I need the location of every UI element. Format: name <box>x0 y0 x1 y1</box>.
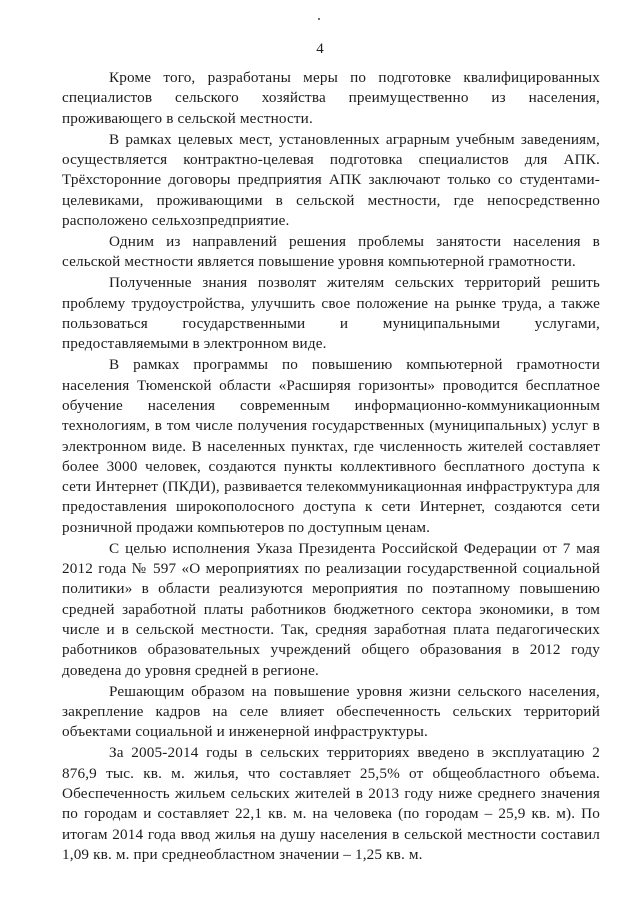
paragraph-computer-literacy: Одним из направлений решения проблемы занятости населения в сельской местности является повышение уровня компьютерной грамотности. <box>62 232 600 271</box>
paragraph-qualified-specialists: Кроме того, разработаны меры по подготовке квалифицированных специалистов сельского хозяйства преимущественно из населения, проживающего в сельской местности. <box>62 69 600 127</box>
paragraph-targeted-training: В рамках целевых мест, установленных аграрным учебным заведениям, осуществляется контрактно-целевая подготовка специалистов для АПК. Трёхсторонние договоры предприятия АПК заключают только со студентами-целевиками, проживающими в сельской местности, где непосредственно расположено сельхозпредприятие. <box>62 130 600 229</box>
paragraph-expanding-horizons: В рамках программы по повышению компьютерной грамотности населения Тюменской области «Расширяя горизонты» проводится бесплатное обучение населения современным информационно-коммуникационным технологиям, в том числе получения государственных (муниципальных) услуг в электронном виде. В населенных пунктах, где численность жителей составляет более 3000 человек, создаются пункты коллективного бесплатного доступа к сети Интернет (ПКДИ), развивается телекоммуникационная инфраструктура для предоставления широкополосного доступа к сети Интернет, создаются сети розничной продажи компьютеров по доступным ценам. <box>62 356 600 536</box>
scan-speck <box>318 18 320 20</box>
paragraph-knowledge-benefits: Полученные знания позволят жителям сельских территорий решить проблему трудоустройства, улучшить свое положение на рынке труда, а также пользоваться государственными и муниципальными услугами, предоставляемыми в электронном виде. <box>62 274 600 353</box>
page-number: 4 <box>316 41 324 57</box>
document-body <box>62 68 600 866</box>
paragraph-infrastructure: Решающим образом на повышение уровня жизни сельского населения, закрепление кадров на селе влияет обеспеченность сельских территорий объектами социальной и инженерной инфраструктуры. <box>62 682 600 741</box>
paragraph-presidential-decree: С целью исполнения Указа Президента Российской Федерации от 7 мая 2012 года № 597 «О мероприятиях по реализации государственной социальной политики» в области реализуются мероприятия по поэтапному повышению средней заработной платы работников бюджетного сектора экономики, в том числе и в сельской местности. Так, средняя заработная плата педагогических работников образовательных учреждений общего образования в 2012 году доведена до уровня средней в регионе. <box>62 539 600 679</box>
paragraph-housing: За 2005-2014 годы в сельских территориях введено в эксплуатацию 2 876,9 тыс. кв. м. жилья, что составляет 25,5% от общеобластного объема. Обеспеченность жильем сельских жителей в 2013 году ниже среднего значения по городам и составляет 22,1 кв. м. на человека (по городам – 25,9 кв. м). По итогам 2014 года ввод жилья на душу населения в сельской местности составил 1,09 кв. м. при среднеобластном значении – 1,25 кв. м. <box>62 744 600 863</box>
